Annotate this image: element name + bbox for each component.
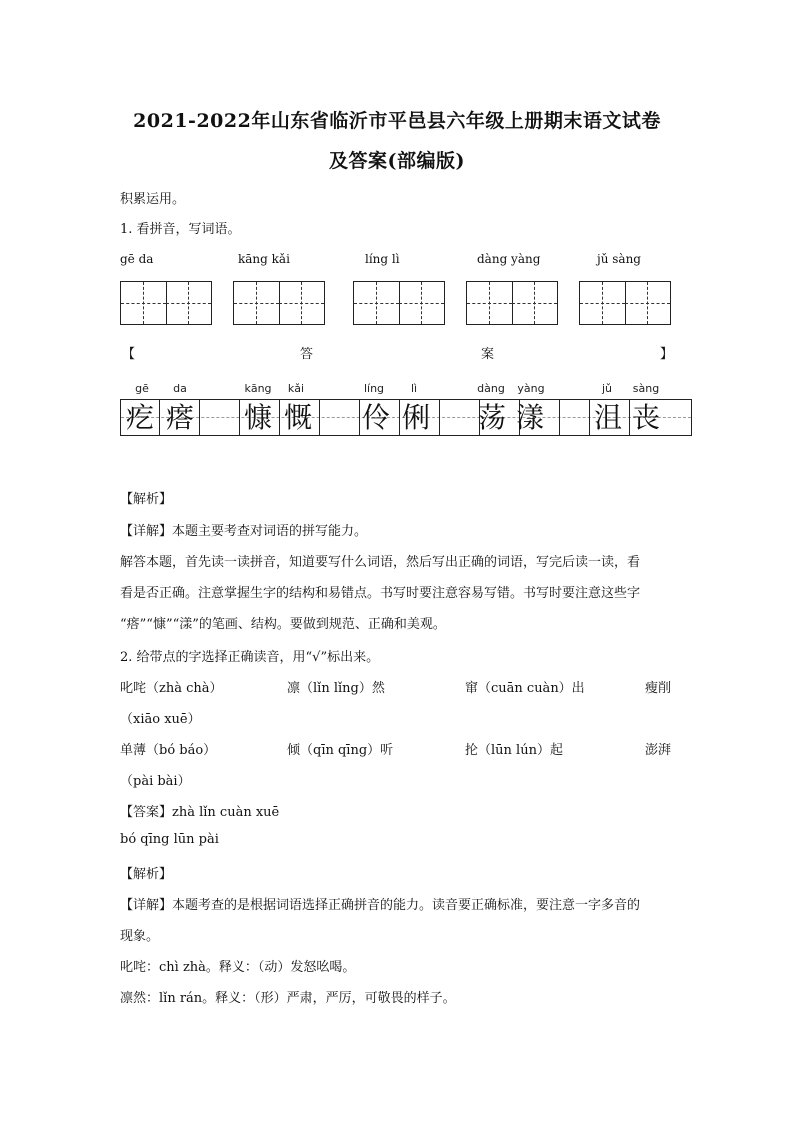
q2-option[interactable]: 单薄（bó báo） [120,743,217,758]
answer-pinyin: kǎi [287,382,305,395]
q2-option[interactable]: 抡（lūn lún）起 [465,743,563,758]
answer-char: 俐 [401,401,430,434]
q2-option[interactable]: 凛（lǐn lǐng）然 [287,681,385,696]
page-title-line2: 及答案(部编版) [329,150,465,172]
writing-grid[interactable] [353,281,445,325]
answer-char: 漾 [515,401,544,434]
q2-option[interactable]: 倾（qīn qīng）听 [287,743,394,758]
q2-option-cont[interactable]: （xiāo xuē） [120,712,201,727]
answer-label: 案 [481,347,495,362]
answer-char: 疙 [125,401,154,434]
explanation-text: “瘩”“慷”“漾”的笔画、结构。要做到规范、正确和美观。 [120,617,446,632]
q1-pinyin: líng lì [365,252,400,266]
answer-pinyin: jǔ [601,382,613,395]
q2-option[interactable]: 瘦削 [645,681,672,696]
analysis-tag: 【解析】 [120,492,173,507]
q1-pinyin: kāng kǎi [238,252,290,266]
detail-text: 现象。 [120,929,160,944]
answer-pinyin: dàng [477,382,505,395]
detail-text: 【详解】本题考查的是根据词语选择正确拼音的能力。读音要正确标准，要注意一字多音的 [120,898,641,913]
answer-char: 丧 [631,401,660,434]
q2-option[interactable]: 澎湃 [645,743,672,758]
q1-prompt: 1. 看拼音，写词语。 [120,222,241,237]
writing-grid[interactable] [466,281,558,325]
q2-option-cont[interactable]: （pài bài） [120,774,191,789]
definition-text: 叱咤：chì zhà。释义：（动）发怒吆喝。 [120,960,356,975]
answer-pinyin: lì [410,382,418,395]
q2-prompt: 2. 给带点的字选择正确读音，用“√”标出来。 [120,650,380,665]
writing-grid[interactable] [579,281,671,325]
page-title: 2021-2022年山东省临沂市平邑县六年级上册期末语文试卷 [133,110,661,132]
writing-grid[interactable] [233,281,325,325]
answer-pinyin: sàng [632,382,660,395]
q2-option[interactable]: 叱咤（zhà chà） [120,681,223,696]
explanation-text: 解答本题，首先读一读拼音，知道要写什么词语，然后写出正确的词语，写完后读一读，看 [120,555,641,570]
q2-answer: bó qīng lūn pài [120,832,219,847]
answer-char: 伶 [361,401,390,434]
q1-pinyin: gē da [120,252,154,266]
answer-pinyin: yàng [517,382,545,395]
q2-answer: 【答案】zhà lǐn cuàn xuē [120,805,280,820]
section-heading: 积累运用。 [120,192,186,207]
detail-text: 【详解】本题主要考查对词语的拼写能力。 [120,524,368,539]
explanation-text: 看是否正确。注意掌握生字的结构和易错点。书写时要注意容易写错。书写时要注意这些字 [120,586,641,601]
q2-option[interactable]: 窜（cuān cuàn）出 [465,681,585,696]
answer-pinyin: kāng [244,382,272,395]
q1-pinyin: dàng yàng [477,252,541,266]
analysis-tag: 【解析】 [120,867,173,882]
answer-char: 慨 [283,401,312,434]
answer-pinyin: líng [363,382,385,395]
q1-pinyin: jǔ sàng [597,252,641,266]
answer-bracket-right: 】 [660,347,674,362]
answer-pinyin: da [173,382,187,395]
answer-char: 荡 [477,401,506,434]
answer-pinyin: gē [135,382,149,395]
answer-bracket-left: 【 [122,347,136,362]
answer-char: 沮 [593,401,622,434]
answer-char: 瘩 [165,401,194,434]
definition-text: 凛然：lǐn rán。释义：（形）严肃，严厉，可敬畏的样子。 [120,991,456,1006]
answer-char: 慷 [243,401,272,434]
answer-label: 答 [300,347,314,362]
writing-grid[interactable] [120,281,212,325]
